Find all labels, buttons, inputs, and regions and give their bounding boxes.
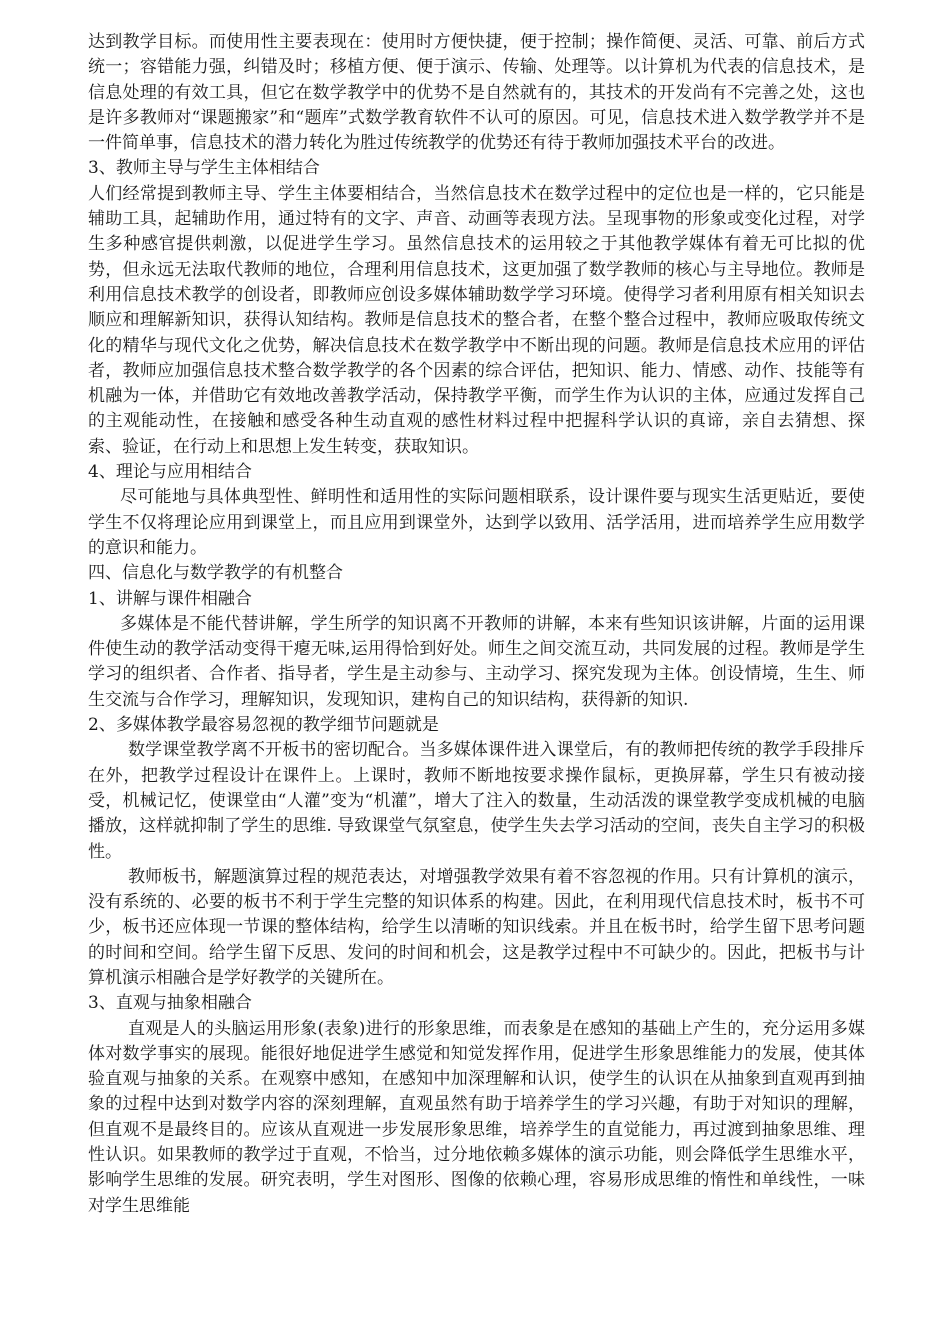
paragraph-blackboard-writing: 教师板书，解题演算过程的规范表达，对增强教学效果有着不容忽视的作用。只有计算机的演示，没有系统的、必要的板书不利于学生完整的知识体系的构建。因此，在利用现代信息技术时，板书不可少，板书还应体现一节课的整体结构，给学生以清晰的知识线索。并且在板书时，给学生留下思考问题的时间和空间。给学生留下反思、发问的时间和机会，这是教学过程中不可缺少的。因此，把板书与计算机演示相融合是学好教学的关键所在。 [88,866,865,988]
paragraph-theory-application: 尽可能地与具体典型性、鲜明性和适用性的实际问题相联系，设计课件要与现实生活更贴近，要使学生不仅将理论应用到课堂上，而且应用到课堂外，达到学以致用、活学活用，进而培养学生应用数学的意识和能力。 [88,487,865,558]
paragraph-blackboard-coordination: 数学课堂教学离不开板书的密切配合。当多媒体课件进入课堂后，有的教师把传统的教学手段排斥在外，把教学过程设计在课件上。上课时，教师不断地按要求操作鼠标，更换屏幕，学生只有被动接受，机械记忆，使课堂由“人灌”变为“机灌”，增大了注入的数量，生动活泼的课堂教学变成机械的电脑播放，这样就抑制了学生的思维. 导致课堂气氛窒息，使学生失去学习活动的空间，丧失自主学习的积极性。 [88,740,865,862]
heading-section-four: 四、信息化与数学教学的有机整合 [88,563,343,584]
heading-explanation-courseware: 1、讲解与课件相融合 [88,588,252,609]
heading-multimedia-details: 2、多媒体教学最容易忽视的教学细节问题就是 [88,715,439,736]
paragraph-intuition-abstraction: 直观是人的头脑运用形象(表象)进行的形象思维，而表象是在感知的基础上产生的，充分运用多媒体对数学事实的展现。能很好地促进学生感觉和知觉发挥作用，促进学生形象思维能力的发展，使其体验直观与抽象的关系。在观察中感知，在感知中加深理解和认识，使学生的认识在从抽象到直观再到抽象的过程中达到对数学内容的深刻理解，直观虽然有助于培养学生的学习兴趣，有助于对知识的理解，但直观不是最终目的。应该从直观进一步发展形象思维，培养学生的直觉能力，再过渡到抽象思维、理性认识。如果教师的教学过于直观，不恰当，过分地依赖多媒体的演示功能，则会降低学生思维水平，影响学生思维的发展。研究表明，学生对图形、图像的依赖心理，容易形成思维的惰性和单线性，一味对学生思维能 [88,1018,865,1216]
heading-teacher-student: 3、教师主导与学生主体相结合 [88,158,320,179]
heading-theory-application: 4、理论与应用相结合 [88,462,252,483]
paragraph-usability: 达到教学目标。而使用性主要表现在：使用时方便快捷，便于控制；操作简便、灵活、可靠、前后方式统一；容错能力强，纠错及时；移植方便、便于演示、传输、处理等。以计算机为代表的信息技术，是信息处理的有效工具，但它在数学教学中的优势不是自然就有的，其技术的开发尚有不完善之处，这也是许多教师对“课题搬家”和“题库”式数学教育软件不认可的原因。可见，信息技术进入数学教学并不是一件简单事，信息技术的潜力转化为胜过传统教学的优势还有待于教师加强技术平台的改进。 [88,32,865,154]
paragraph-teacher-role: 人们经常提到教师主导、学生主体要相结合，当然信息技术在数学过程中的定位也是一样的，它只能是辅助工具，起辅助作用，通过特有的文字、声音、动画等表现方法。呈现事物的形象或变化过程，对学生多种感官提供刺激，以促进学生学习。虽然信息技术的运用较之于其他教学媒体有着无可比拟的优势，但永远无法取代教师的地位，合理利用信息技术，这更加强了数学教师的核心与主导地位。教师是利用信息技术教学的创设者，即教师应创设多媒体辅助数学学习环境。使得学习者利用原有相关知识去顺应和理解新知识，获得认知结构。教师是信息技术的整合者，在整个整合过程中，教师应吸取传统文化的精华与现代文化之优势，解决信息技术在数学教学中不断出现的问题。教师是信息技术应用的评估者，教师应加强信息技术整合数学教学的各个因素的综合评估，把知识、能力、情感、动作、技能等有机融为一体，并借助它有效地改善教学活动，保持教学平衡，而学生作为认识的主体，应通过发挥自己的主观能动性，在接触和感受各种生动直观的感性材料过程中把握科学认识的真谛，亲自去猜想、探索、验证，在行动上和思想上发生转变，获取知识。 [88,183,865,457]
paragraph-explanation-courseware: 多媒体是不能代替讲解，学生所学的知识离不开教师的讲解，本来有些知识该讲解，片面的运用课件使生动的教学活动变得干瘪无味,运用得恰到好处。师生之间交流互动，共同发展的过程。教师是学生学习的组织者、合作者、指导者，学生是主动参与、主动学习、探究发现为主体。创设情境，生生、师生交流与合作学习，理解知识，发现知识，建构自己的知识结构，获得新的知识. [88,613,865,710]
heading-intuition-abstraction: 3、直观与抽象相融合 [88,993,252,1014]
